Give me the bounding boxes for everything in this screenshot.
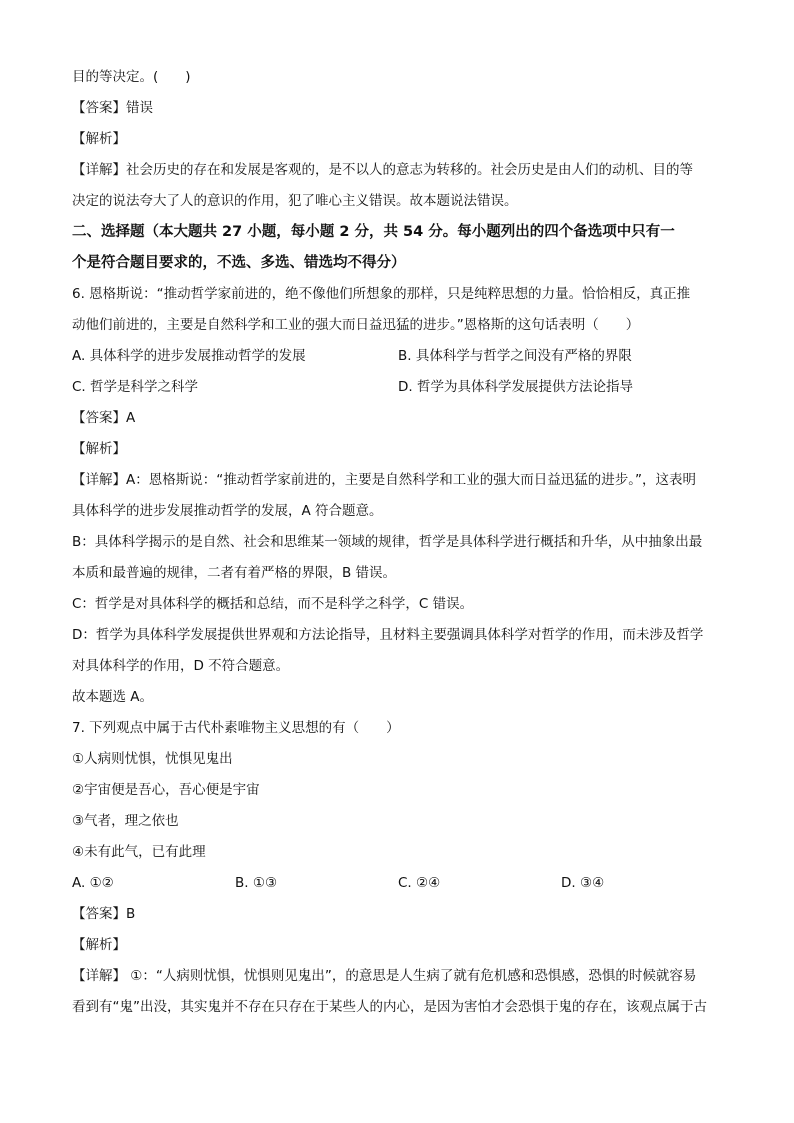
q6-option-b: B. 具体科学与哲学之间没有严格的界限 bbox=[398, 348, 632, 364]
q7-item-3: ③气者，理之依也 bbox=[72, 813, 179, 829]
q7-stem: 7. 下列观点中属于古代朴素唯物主义思想的有（ ） bbox=[72, 720, 400, 736]
q7-options-row bbox=[72, 868, 724, 899]
q6-detail-line-4: 本质和最普遍的规律，二者有着严格的界限，B 错误。 bbox=[72, 565, 397, 581]
section-heading-line-1: 二、选择题（本大题共 27 小题，每小题 2 分，共 54 分。每小题列出的四个备选项中只有一 bbox=[72, 224, 675, 240]
q5-answer: 【答案】错误 bbox=[72, 100, 153, 116]
q6-option-d: D. 哲学为具体科学发展提供方法论指导 bbox=[398, 379, 633, 395]
q6-option-a: A. 具体科学的进步发展推动哲学的发展 bbox=[72, 348, 306, 364]
q7-detail-line-2: 看到有“鬼”出没，其实鬼并不存在只存在于某些人的内心，是因为害怕才会恐惧于鬼的存在，该观点属于古 bbox=[72, 999, 707, 1015]
q6-options-row-2 bbox=[72, 372, 724, 403]
q7-option-b: B. ①③ bbox=[235, 875, 278, 891]
q6-detail-line-5: C：哲学是对具体科学的概括和总结，而不是科学之科学，C 错误。 bbox=[72, 596, 474, 612]
q5-analysis: 【解析】 bbox=[72, 131, 126, 147]
q7-answer: 【答案】B bbox=[72, 906, 136, 922]
q6-analysis: 【解析】 bbox=[72, 441, 126, 457]
q6-options-row-1 bbox=[72, 341, 724, 372]
q6-option-c: C. 哲学是科学之科学 bbox=[72, 379, 199, 395]
document-page bbox=[72, 62, 724, 1023]
q7-option-c: C. ②④ bbox=[398, 875, 441, 891]
q7-option-d: D. ③④ bbox=[561, 875, 605, 891]
q6-detail-line-3: B：具体科学揭示的是自然、社会和思维某一领域的规律，哲学是具体科学进行概括和升华，从中抽象出最 bbox=[72, 534, 703, 550]
q7-item-4: ④未有此气，已有此理 bbox=[72, 844, 206, 860]
q6-detail-line-7: 对具体科学的作用，D 不符合题意。 bbox=[72, 658, 290, 674]
q6-stem-line-1: 6. 恩格斯说：“推动哲学家前进的，绝不像他们所想象的那样，只是纯粹思想的力量。恰恰相反，真正推 bbox=[72, 286, 691, 302]
q6-conclusion: 故本题选 A。 bbox=[72, 689, 154, 705]
q6-detail-line-1: 【详解】A：恩格斯说：“推动哲学家前进的，主要是自然科学和工业的强大而日益迅猛的进步。”，这表明 bbox=[72, 472, 696, 488]
section-heading-line-2: 个是符合题目要求的，不选、多选、错选均不得分） bbox=[72, 255, 406, 271]
q6-detail-line-2: 具体科学的进步发展推动哲学的发展，A 符合题意。 bbox=[72, 503, 383, 519]
q7-item-2: ②宇宙便是吾心，吾心便是宇宙 bbox=[72, 782, 260, 798]
q6-detail-line-6: D：哲学为具体科学发展提供世界观和方法论指导，且材料主要强调具体科学对哲学的作用，而未涉及哲学 bbox=[72, 627, 704, 643]
q6-answer: 【答案】A bbox=[72, 410, 136, 426]
q7-analysis: 【解析】 bbox=[72, 937, 126, 953]
q7-detail-line-1: 【详解】 ①：“人病则忧惧，忧惧则见鬼出”，的意思是人生病了就有危机感和恐惧感，恐惧的时候就容易 bbox=[72, 968, 697, 984]
q6-stem-line-2: 动他们前进的，主要是自然科学和工业的强大而日益迅猛的进步。”恩格斯的这句话表明（ ） bbox=[72, 317, 640, 333]
q5-detail-line-2: 决定的说法夸大了人的意识的作用，犯了唯心主义错误。故本题说法错误。 bbox=[72, 193, 518, 209]
q5-detail-line-1: 【详解】社会历史的存在和发展是客观的，是不以人的意志为转移的。社会历史是由人们的动机、目的等 bbox=[72, 162, 693, 178]
q5-stem-tail: 目的等决定。( ) bbox=[72, 69, 191, 85]
q7-option-a: A. ①② bbox=[72, 875, 114, 891]
q7-item-1: ①人病则忧惧，忧惧见鬼出 bbox=[72, 751, 233, 767]
